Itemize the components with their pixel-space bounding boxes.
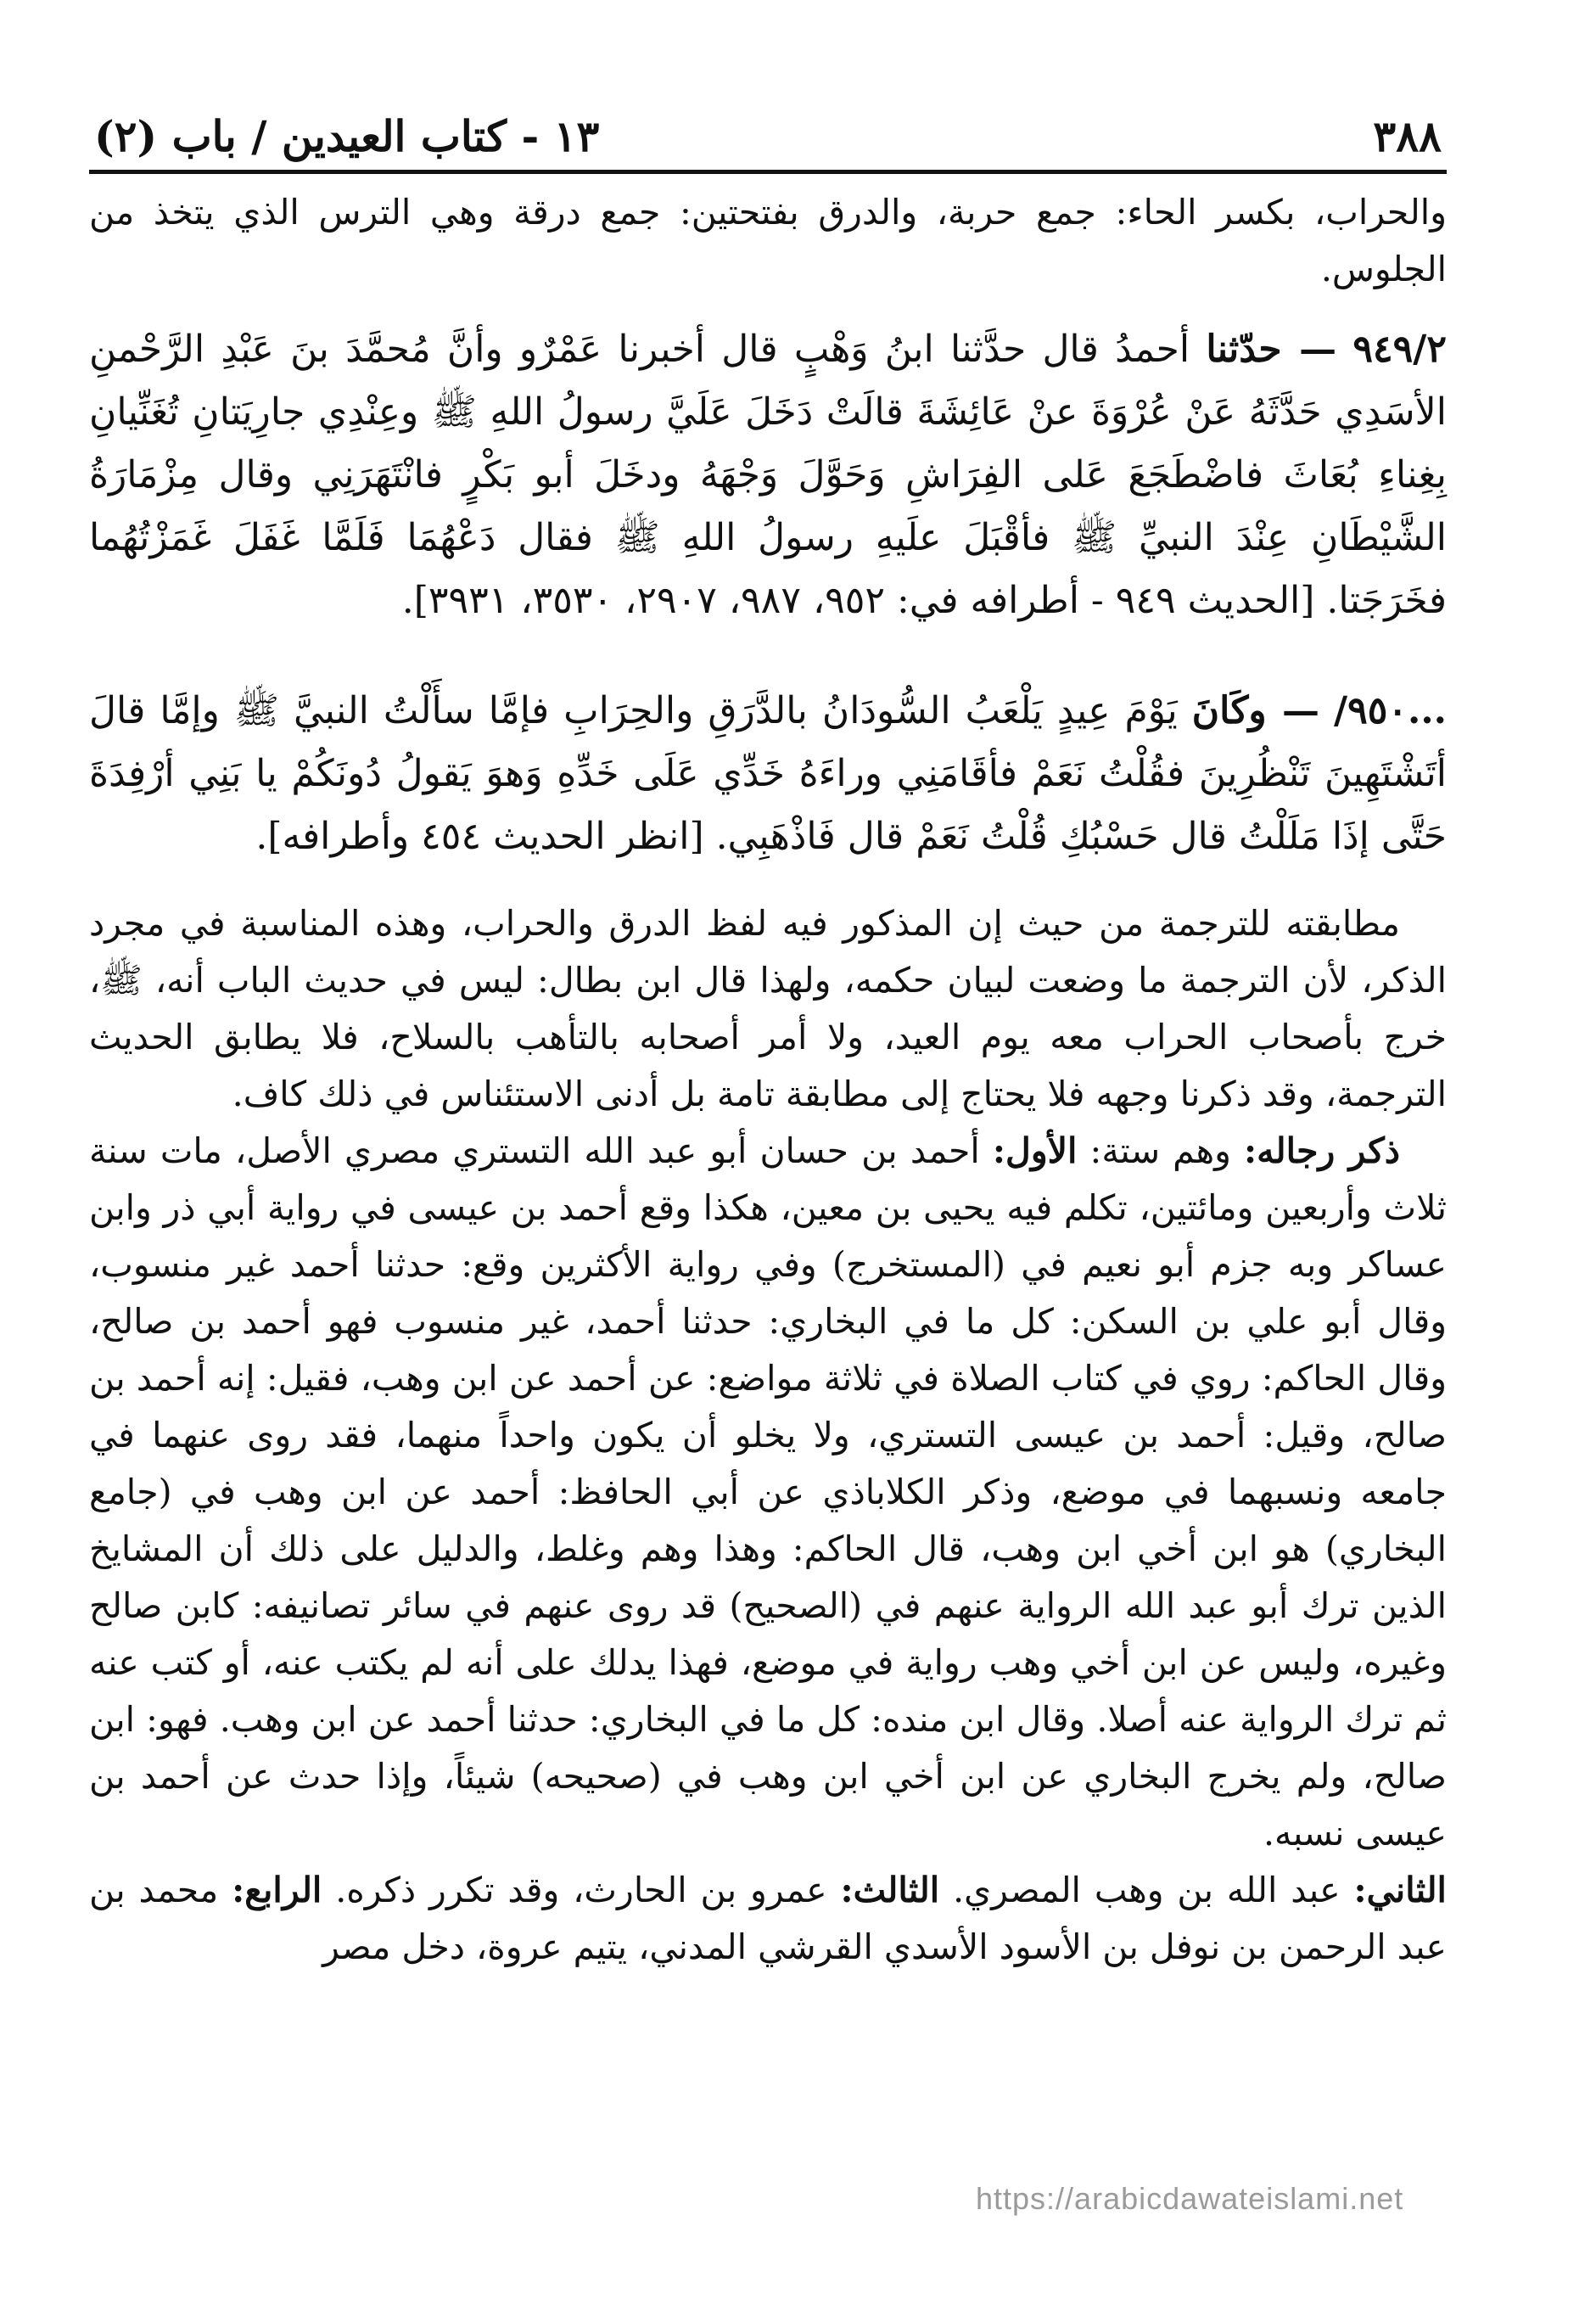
intro-paragraph: والحراب، بكسر الحاء: جمع حربة، والدرق بفتحتين: جمع درقة وهي الترس الذي يتخذ من الجلوس.: [89, 192, 1447, 289]
hadith-950: ...٩٥٠/ — وكَانَ يَوْمَ عِيدٍ يَلْعَبُ السُّودَانُ بالدَّرَقِ والحِرَابِ فإمَّا سأَلْتُ النبيَّ ﷺ وإمَّا قالَ أتَشْتَهِينَ تَنْظُرِينَ فقُلْتُ نَعَمْ فأقَامَنِي وراءَهُ خَدِّي عَلَى خَدِّهِ وَهوَ يَقولُ دُونَكُمْ يا بَنِي أرْفِدَةَ حَتَّى إذَا مَلَلْتُ قال حَسْبُكِ قُلْتُ نَعَمْ قال فَاذْهَبِي. [انظر الحديث ٤٥٤ وأطرافه].: [89, 689, 1447, 858]
narrator-first-text: أحمد بن حسان أبو عبد الله التستري مصري الأصل، مات سنة ثلاث وأربعين ومائتين، تكلم فيه يحيى بن معين، هكذا وقع أحمد بن عيسى في رواية أبي ذر وابن عساكر وبه جزم أبو نعيم في (المستخرج) وفي رواية الأكثرين وقع: حدثنا أحمد غير منسوب، وقال أبو علي بن السكن: كل ما في البخاري: حدثنا أحمد، غير منسوب فهو أحمد بن صالح، وقال الحاكم: روي في كتاب الصلاة في ثلاثة مواضع: عن أحمد عن ابن وهب، فقيل: إنه أحمد بن صالح، وقيل: أحمد بن عيسى التستري، ولا يخلو أن يكون واحداً منهما، فقد روى عنهما في جامعه ونسبهما في موضع، وذكر الكلاباذي عن أبي الحافظ: أحمد عن ابن وهب في (جامع البخاري) هو ابن أخي ابن وهب، قال الحاكم: وهذا وهم وغلط، والدليل على ذلك أن المشايخ الذين ترك أبو عبد الله الرواية عنهم في (الصحيح) قد روى عنهم في سائر تصانيفه: كابن صالح وغيره، وليس عن ابن أخي وهب رواية في موضع، فهذا يدلك على أنه لم يكتب عنه، أو كتب عنه ثم ترك الرواية عنه أصلا. وقال ابن منده: كل ما في البخاري: حدثنا أحمد عن ابن وهب. فهو: ابن صالح، ولم يخرج البخاري عن ابن أخي ابن وهب في (صحيحه) شيئاً، وإذا حدث عن أحمد بن عيسى نسبه.: [89, 1130, 1447, 1854]
hadith-949-lead: حدّثنا: [1206, 328, 1282, 371]
narrator-fourth-text: محمد بن عبد الرحمن بن نوفل بن الأسود الأسدي القرشي المدني، يتيم عروة، دخل مصر: [89, 1870, 1447, 1967]
page-header: [89, 93, 1447, 174]
narrator-second-text: عبد الله بن وهب المصري.: [953, 1870, 1341, 1910]
hadith-949-number: ٩٤٩/٢: [1352, 328, 1447, 371]
hadith-949-text: أحمدُ قال حدَّثنا ابنُ وَهْبٍ قال أخبرنا عَمْرٌو وأنَّ مُحمَّدَ بنَ عَبْدِ الرَّحْمنِ الأسَدِي حَدَّثَهُ عَنْ عُرْوَةَ عنْ عَائِشَةَ قالَتْ دَخَلَ عَلَيَّ رسولُ اللهِ ﷺ وعِنْدِي جارِيَتانِ تُغَنِّيانِ بِغِناءِ بُعَاثَ فاضْطَجَعَ عَلى الفِرَاشِ وَحَوَّلَ وَجْهَهُ ودخَلَ أبو بَكْرٍ فانْتَهَرَنِي وقال مِزْمَارَةُ الشَّيْطَانِ عِنْدَ النبيِّ ﷺ فأقْبَلَ علَيهِ رسولُ اللهِ ﷺ فقال دَعْهُمَا فَلَمَّا غَفَلَ غَمَزْتُهُما فخَرَجَتا.: [89, 328, 1447, 622]
narrator-second-label: الثاني:: [1353, 1870, 1447, 1910]
hadith-950-number: ...٩٥٠/: [1334, 689, 1447, 732]
narrators-heading: ذكر رجاله:: [1244, 1130, 1400, 1171]
hadith-949: ٩٤٩/٢ — حدّثنا أحمدُ قال حدَّثنا ابنُ وَهْبٍ قال أخبرنا عَمْرٌو وأنَّ مُحمَّدَ بنَ عَبْدِ الرَّحْمنِ الأسَدِي حَدَّثَهُ عَنْ عُرْوَةَ عنْ عَائِشَةَ قالَتْ دَخَلَ عَلَيَّ رسولُ اللهِ ﷺ وعِنْدِي جارِيَتانِ تُغَنِّيانِ بِغِناءِ بُعَاثَ فاضْطَجَعَ عَلى الفِرَاشِ وَحَوَّلَ وَجْهَهُ ودخَلَ أبو بَكْرٍ فانْتَهَرَنِي وقال مِزْمَارَةُ الشَّيْطَانِ عِنْدَ النبيِّ ﷺ فأقْبَلَ علَيهِ رسولُ اللهِ ﷺ فقال دَعْهُمَا فَلَمَّا غَفَلَ غَمَزْتُهُما فخَرَجَتا. [الحديث ٩٤٩ - أطرافه في: ٩٥٢، ٩٨٧، ٢٩٠٧، ٣٥٣٠، ٣٩٣١].: [89, 328, 1447, 622]
commentary-paragraph-3: [89, 1862, 1447, 1976]
narrator-third-text: عمرو بن الحارث، وقد تكرر ذكره.: [335, 1870, 827, 1910]
commentary-paragraph-1: مطابقته للترجمة من حيث إن المذكور فيه لفظ الدرق والحراب، وهذه المناسبة في مجرد الذكر، لأن الترجمة ما وضعت لبيان حكمه، ولهذا قال ابن بطال: ليس في حديث الباب أنه، ﷺ، خرج بأصحاب الحراب معه يوم العيد، ولا أمر أصحابه بالتأهب بالسلاح، فلا يطابق الحديث الترجمة، وقد ذكرنا وجهه فلا يحتاج إلى مطابقة تامة بل أدنى الاستئناس في ذلك كاف.: [89, 903, 1447, 1114]
narrators-count: وهم ستة:: [1089, 1130, 1231, 1171]
page-body: [89, 184, 1447, 1976]
narrator-fourth-label: الرابع:: [232, 1870, 322, 1910]
commentary-paragraph-2: [89, 1123, 1447, 1862]
hadith-950-reference: [انظر الحديث ٤٥٤ وأطرافه].: [255, 815, 704, 858]
hadith-950-text: يَوْمَ عِيدٍ يَلْعَبُ السُّودَانُ بالدَّرَقِ والحِرَابِ فإمَّا سأَلْتُ النبيَّ ﷺ وإمَّا قالَ أتَشْتَهِينَ تَنْظُرِينَ فقُلْتُ نَعَمْ فأقَامَنِي وراءَهُ خَدِّي عَلَى خَدِّهِ وَهوَ يَقولُ دُونَكُمْ يا بَنِي أرْفِدَةَ حَتَّى إذَا مَلَلْتُ قال حَسْبُكِ قُلْتُ نَعَمْ قال فَاذْهَبِي.: [89, 689, 1447, 858]
narrator-first-label: الأول:: [992, 1130, 1078, 1171]
running-title: ١٣ - كتاب العيدين / باب (٢): [94, 111, 600, 161]
document-page: [89, 93, 1447, 2266]
narrator-third-label: الثالث:: [840, 1870, 940, 1910]
hadith-950-lead: وكَانَ: [1191, 689, 1267, 732]
site-watermark: https://arabicdawateislami.net: [976, 2181, 1404, 2216]
hadith-949-reference: [الحديث ٩٤٩ - أطرافه في: ٩٥٢، ٩٨٧، ٢٩٠٧، ٣٥٣٠، ٣٩٣١].: [401, 579, 1315, 622]
page-number: ٣٨٨: [1373, 111, 1442, 161]
